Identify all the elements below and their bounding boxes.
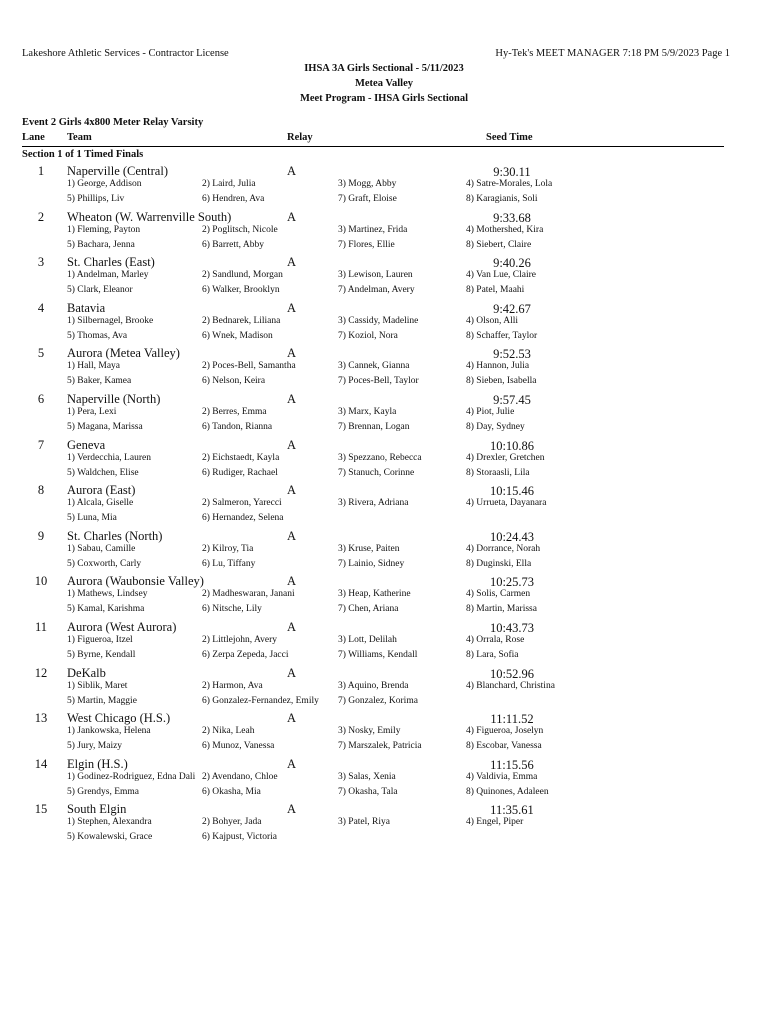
- runner-name: 1) Sabau, Camille: [67, 543, 136, 554]
- lane-number: 6: [37, 392, 45, 406]
- team-name: Aurora (West Aurora): [67, 620, 177, 634]
- runner-name: 8) Siebert, Claire: [466, 239, 532, 250]
- runner-name: 5) Baker, Kamea: [67, 376, 132, 387]
- team-name: Wheaton (W. Warrenville South): [67, 209, 232, 224]
- runner-name: 5) Clark, Eleanor: [67, 285, 133, 296]
- lane-number: 2: [37, 209, 45, 224]
- team-name: Naperville (Central): [67, 164, 168, 178]
- runner-name: 7) Lainio, Sidney: [338, 558, 405, 569]
- runner-name: 1) Hall, Maya: [67, 361, 121, 372]
- runner-name: 5) Coxworth, Carly: [67, 558, 142, 569]
- seed-time: 10:25.73: [489, 575, 535, 590]
- runner-name: 2) Kilroy, Tia: [202, 543, 254, 554]
- relay-letter: A: [287, 164, 297, 178]
- header-rule: [22, 146, 724, 147]
- seed-time: 10:43.73: [489, 621, 535, 635]
- relay-letter: A: [287, 711, 297, 726]
- seed-time: 9:30.11: [493, 165, 531, 179]
- lane-number: 10: [34, 574, 48, 589]
- runner-name: 6) Gonzalez-Fernandez, Emily: [202, 695, 319, 706]
- runner-name: 3) Cannek, Gianna: [338, 361, 410, 372]
- runner-name: 1) Jankowska, Helena: [67, 726, 151, 737]
- relay-letter: A: [287, 665, 297, 680]
- runner-name: 5) Bachara, Jenna: [67, 239, 135, 250]
- runner-name: 2) Harmon, Ava: [202, 680, 263, 691]
- runner-name: 3) Heap, Katherine: [338, 589, 411, 600]
- runner-name: 6) Barrett, Abby: [202, 239, 265, 250]
- runner-name: 4) Engel, Piper: [466, 817, 524, 828]
- runner-name: 8) Quinones, Adaleen: [466, 786, 549, 797]
- runner-name: 4) Urrueta, Dayanara: [466, 498, 547, 509]
- team-name: Aurora (Waubonsie Valley): [67, 574, 204, 589]
- runner-name: 2) Salmeron, Yarecci: [202, 498, 282, 509]
- lane-number: 15: [34, 802, 48, 817]
- runner-name: 4) Satre-Morales, Lola: [466, 179, 553, 189]
- runner-name: 2) Poces-Bell, Samantha: [202, 361, 296, 372]
- relay-letter: A: [287, 802, 297, 817]
- runner-name: 5) Byrne, Kendall: [67, 650, 136, 660]
- runner-name: 7) Koziol, Nora: [338, 330, 398, 341]
- runner-name: 8) Storaasli, Lila: [466, 467, 530, 478]
- runner-name: 6) Hendren, Ava: [202, 194, 265, 204]
- runner-name: 8) Sieben, Isabella: [466, 376, 537, 387]
- team-name: South Elgin: [67, 802, 127, 817]
- runner-name: 1) Silbernagel, Brooke: [67, 315, 154, 326]
- seed-time: 9:42.67: [493, 301, 531, 316]
- runner-name: 6) Okasha, Mia: [202, 786, 261, 797]
- runner-name: 2) Berres, Emma: [202, 407, 267, 417]
- runner-name: 3) Lott, Delilah: [338, 635, 397, 645]
- column-header-team: Team: [67, 132, 92, 143]
- runner-name: 8) Karagianis, Soli: [466, 194, 538, 204]
- relay-entry: [0, 757, 768, 803]
- runner-name: 4) Van Lue, Claire: [466, 270, 536, 281]
- runner-name: 1) Siblik, Maret: [67, 680, 128, 691]
- runner-name: 5) Magana, Marissa: [67, 422, 143, 432]
- runner-name: 7) Graft, Eloise: [338, 194, 397, 204]
- seed-time: 10:24.43: [489, 529, 535, 544]
- runner-name: 6) Rudiger, Rachael: [202, 467, 278, 478]
- runner-name: 2) Eichstaedt, Kayla: [202, 452, 280, 463]
- runner-name: 8) Day, Sydney: [466, 422, 525, 432]
- team-name: St. Charles (North): [67, 528, 163, 543]
- seed-time: 10:10.86: [489, 438, 535, 453]
- runner-name: 6) Nelson, Keira: [202, 376, 266, 387]
- runner-name: 4) Blanchard, Christina: [466, 680, 555, 691]
- runner-name: 2) Madheswaran, Janani: [202, 589, 295, 600]
- relay-letter: A: [287, 437, 297, 452]
- column-header-seed-time: Seed Time: [486, 132, 533, 143]
- runner-name: 3) Patel, Riya: [338, 817, 390, 828]
- runner-name: 5) Thomas, Ava: [67, 330, 128, 341]
- runner-name: 4) Mothershed, Kira: [466, 224, 544, 235]
- lane-number: 4: [37, 300, 45, 315]
- runner-name: 1) Alcala, Giselle: [67, 498, 134, 509]
- runner-name: 4) Orrala, Rose: [466, 635, 525, 645]
- runner-name: 1) Stephen, Alexandra: [67, 817, 152, 828]
- lane-number: 14: [34, 756, 48, 771]
- runner-name: 1) Godinez-Rodriguez, Edna Dali: [67, 771, 196, 782]
- runner-name: 5) Jury, Maizy: [67, 741, 123, 752]
- runner-name: 1) George, Addison: [67, 179, 142, 189]
- runner-name: 6) Walker, Brooklyn: [202, 285, 280, 296]
- runner-name: 3) Marx, Kayla: [338, 407, 397, 417]
- runner-name: 1) Pera, Lexi: [67, 407, 117, 417]
- runner-name: 4) Olson, Alli: [466, 315, 518, 326]
- event-title: Event 2 Girls 4x800 Meter Relay Varsity: [22, 117, 204, 128]
- runner-name: 8) Martin, Marissa: [466, 604, 537, 615]
- relay-letter: A: [287, 300, 297, 315]
- runner-name: 8) Escobar, Vanessa: [466, 741, 542, 752]
- lane-number: 7: [37, 437, 45, 452]
- runner-name: 4) Dorrance, Norah: [466, 543, 541, 554]
- relay-letter: A: [287, 209, 297, 224]
- lane-number: 11: [34, 620, 48, 634]
- team-name: Naperville (North): [67, 392, 161, 406]
- relay-letter: A: [287, 255, 297, 270]
- runner-name: 6) Zerpa Zepeda, Jacci: [202, 650, 289, 660]
- relay-entry: [0, 164, 768, 210]
- runner-name: 3) Mogg, Abby: [338, 179, 397, 189]
- runner-name: 7) Williams, Kendall: [338, 650, 418, 660]
- team-name: Aurora (Metea Valley): [67, 346, 180, 361]
- seed-time: 10:15.46: [489, 484, 535, 499]
- runner-name: 8) Duginski, Ella: [466, 558, 532, 569]
- relay-letter: A: [287, 346, 297, 361]
- lane-number: 13: [34, 711, 48, 726]
- runner-name: 7) Stanuch, Corinne: [338, 467, 415, 478]
- relay-entry: [0, 574, 768, 620]
- seed-time: 9:40.26: [493, 256, 531, 271]
- runner-name: 2) Poglitsch, Nicole: [202, 224, 278, 235]
- runner-name: 8) Lara, Sofia: [466, 650, 519, 660]
- runner-name: 6) Munoz, Vanessa: [202, 741, 275, 752]
- meet-title: IHSA 3A Girls Sectional - 5/11/2023: [304, 63, 464, 74]
- team-name: Batavia: [67, 300, 106, 315]
- runner-name: 4) Solis, Carmen: [466, 589, 531, 600]
- runner-name: 4) Figueroa, Joselyn: [466, 726, 544, 737]
- runner-name: 3) Cassidy, Madeline: [338, 315, 419, 326]
- runner-name: 6) Kajpust, Victoria: [202, 832, 277, 843]
- runner-name: 3) Martinez, Frida: [338, 224, 408, 235]
- runner-name: 2) Bednarek, Liliana: [202, 315, 281, 326]
- runner-name: 3) Aquino, Brenda: [338, 680, 409, 691]
- runner-name: 7) Gonzalez, Korima: [338, 695, 418, 706]
- runner-name: 2) Sandlund, Morgan: [202, 270, 283, 281]
- runner-name: 3) Salas, Xenia: [338, 771, 396, 782]
- seed-time: 9:52.53: [493, 347, 531, 362]
- seed-time: 9:33.68: [493, 210, 531, 225]
- runner-name: 4) Hannon, Julia: [466, 361, 530, 372]
- team-name: DeKalb: [67, 665, 106, 680]
- runner-name: 3) Rivera, Adriana: [338, 498, 409, 509]
- lane-number: 5: [37, 346, 45, 361]
- runner-name: 6) Hernandez, Selena: [202, 513, 284, 524]
- runner-name: 2) Littlejohn, Avery: [202, 635, 278, 645]
- relay-entry: [0, 392, 768, 438]
- column-header-relay: Relay: [287, 132, 313, 143]
- relay-letter: A: [287, 620, 297, 634]
- contractor-license-text: Lakeshore Athletic Services - Contractor License: [22, 48, 229, 59]
- runner-name: 8) Patel, Maahi: [466, 285, 525, 296]
- seed-time: 9:57.45: [493, 393, 531, 407]
- relay-entry: [0, 483, 768, 529]
- runner-name: 1) Mathews, Lindsey: [67, 589, 148, 600]
- runner-name: 3) Nosky, Emily: [338, 726, 401, 737]
- runner-name: 6) Tandon, Rianna: [202, 422, 273, 432]
- relay-letter: A: [287, 756, 297, 771]
- runner-name: 5) Kamal, Karishma: [67, 604, 145, 615]
- runner-name: 6) Nitsche, Lily: [202, 604, 262, 615]
- runner-name: 2) Bohyer, Jada: [202, 817, 262, 828]
- runner-name: 4) Valdivia, Emma: [466, 771, 538, 782]
- relay-entry: [0, 210, 768, 256]
- relay-letter: A: [287, 483, 297, 498]
- seed-time: 11:15.56: [490, 757, 534, 772]
- seed-time: 11:35.61: [490, 803, 534, 818]
- runner-name: 7) Flores, Ellie: [338, 239, 395, 250]
- team-name: Aurora (East): [67, 483, 136, 498]
- runner-name: 5) Phillips, Liv: [67, 194, 125, 204]
- column-header-lane: Lane: [22, 132, 45, 143]
- runner-name: 7) Okasha, Tala: [338, 786, 398, 797]
- runner-name: 3) Lewison, Lauren: [338, 270, 413, 281]
- team-name: West Chicago (H.S.): [67, 711, 171, 726]
- software-timestamp-text: Hy-Tek's MEET MANAGER 7:18 PM 5/9/2023 Page 1: [495, 48, 730, 59]
- runner-name: 2) Laird, Julia: [202, 179, 256, 189]
- runner-name: 5) Grendys, Emma: [67, 786, 140, 797]
- team-name: Geneva: [67, 437, 106, 452]
- lane-number: 8: [37, 483, 45, 498]
- runner-name: 4) Drexler, Gretchen: [466, 452, 545, 463]
- runner-name: 5) Kowalewski, Grace: [67, 832, 153, 843]
- runner-name: 1) Fleming, Payton: [67, 224, 141, 235]
- runner-name: 3) Kruse, Paiten: [338, 543, 400, 554]
- relay-letter: A: [287, 574, 297, 589]
- runner-name: 7) Marszalek, Patricia: [338, 741, 422, 752]
- runner-name: 6) Wnek, Madison: [202, 330, 273, 341]
- runner-name: 1) Verdecchia, Lauren: [67, 452, 151, 463]
- relay-entry: [0, 802, 768, 848]
- runner-name: 1) Andelman, Marley: [67, 270, 149, 281]
- runner-name: 2) Avendano, Chloe: [202, 771, 278, 782]
- lane-number: 1: [37, 164, 45, 178]
- runner-name: 6) Lu, Tiffany: [202, 558, 256, 569]
- runner-name: 3) Spezzano, Rebecca: [338, 452, 422, 463]
- runner-name: 2) Nika, Leah: [202, 726, 255, 737]
- meet-program-title: Meet Program - IHSA Girls Sectional: [299, 93, 469, 104]
- section-label: Section 1 of 1 Timed Finals: [22, 149, 144, 160]
- lane-number: 12: [34, 665, 48, 680]
- relay-entry: [0, 620, 768, 666]
- lane-number: 3: [37, 255, 45, 270]
- runner-name: 5) Martin, Maggie: [67, 695, 137, 706]
- runner-name: 4) Piot, Julie: [466, 407, 515, 417]
- team-name: St. Charles (East): [67, 255, 155, 270]
- relay-entry: [0, 301, 768, 347]
- relay-entry: [0, 346, 768, 392]
- relay-entry: [0, 255, 768, 301]
- seed-time: 11:11.52: [490, 712, 534, 727]
- runner-name: 1) Figueroa, Itzel: [67, 635, 133, 645]
- runner-name: 5) Luna, Mia: [67, 513, 117, 524]
- runner-name: 8) Schaffer, Taylor: [466, 330, 538, 341]
- relay-letter: A: [287, 392, 297, 406]
- relay-entry: [0, 438, 768, 484]
- runner-name: 7) Andelman, Avery: [338, 285, 415, 296]
- lane-number: 9: [37, 528, 45, 543]
- relay-entry: [0, 529, 768, 575]
- runner-name: 5) Waldchen, Elise: [67, 467, 139, 478]
- team-name: Elgin (H.S.): [67, 756, 128, 771]
- runner-name: 7) Poces-Bell, Taylor: [338, 376, 419, 387]
- meet-venue: Metea Valley: [354, 78, 414, 89]
- runner-name: 7) Brennan, Logan: [338, 422, 410, 432]
- relay-letter: A: [287, 528, 297, 543]
- relay-entry: [0, 711, 768, 757]
- relay-entry: [0, 666, 768, 712]
- seed-time: 10:52.96: [489, 666, 535, 681]
- runner-name: 7) Chen, Ariana: [338, 604, 399, 615]
